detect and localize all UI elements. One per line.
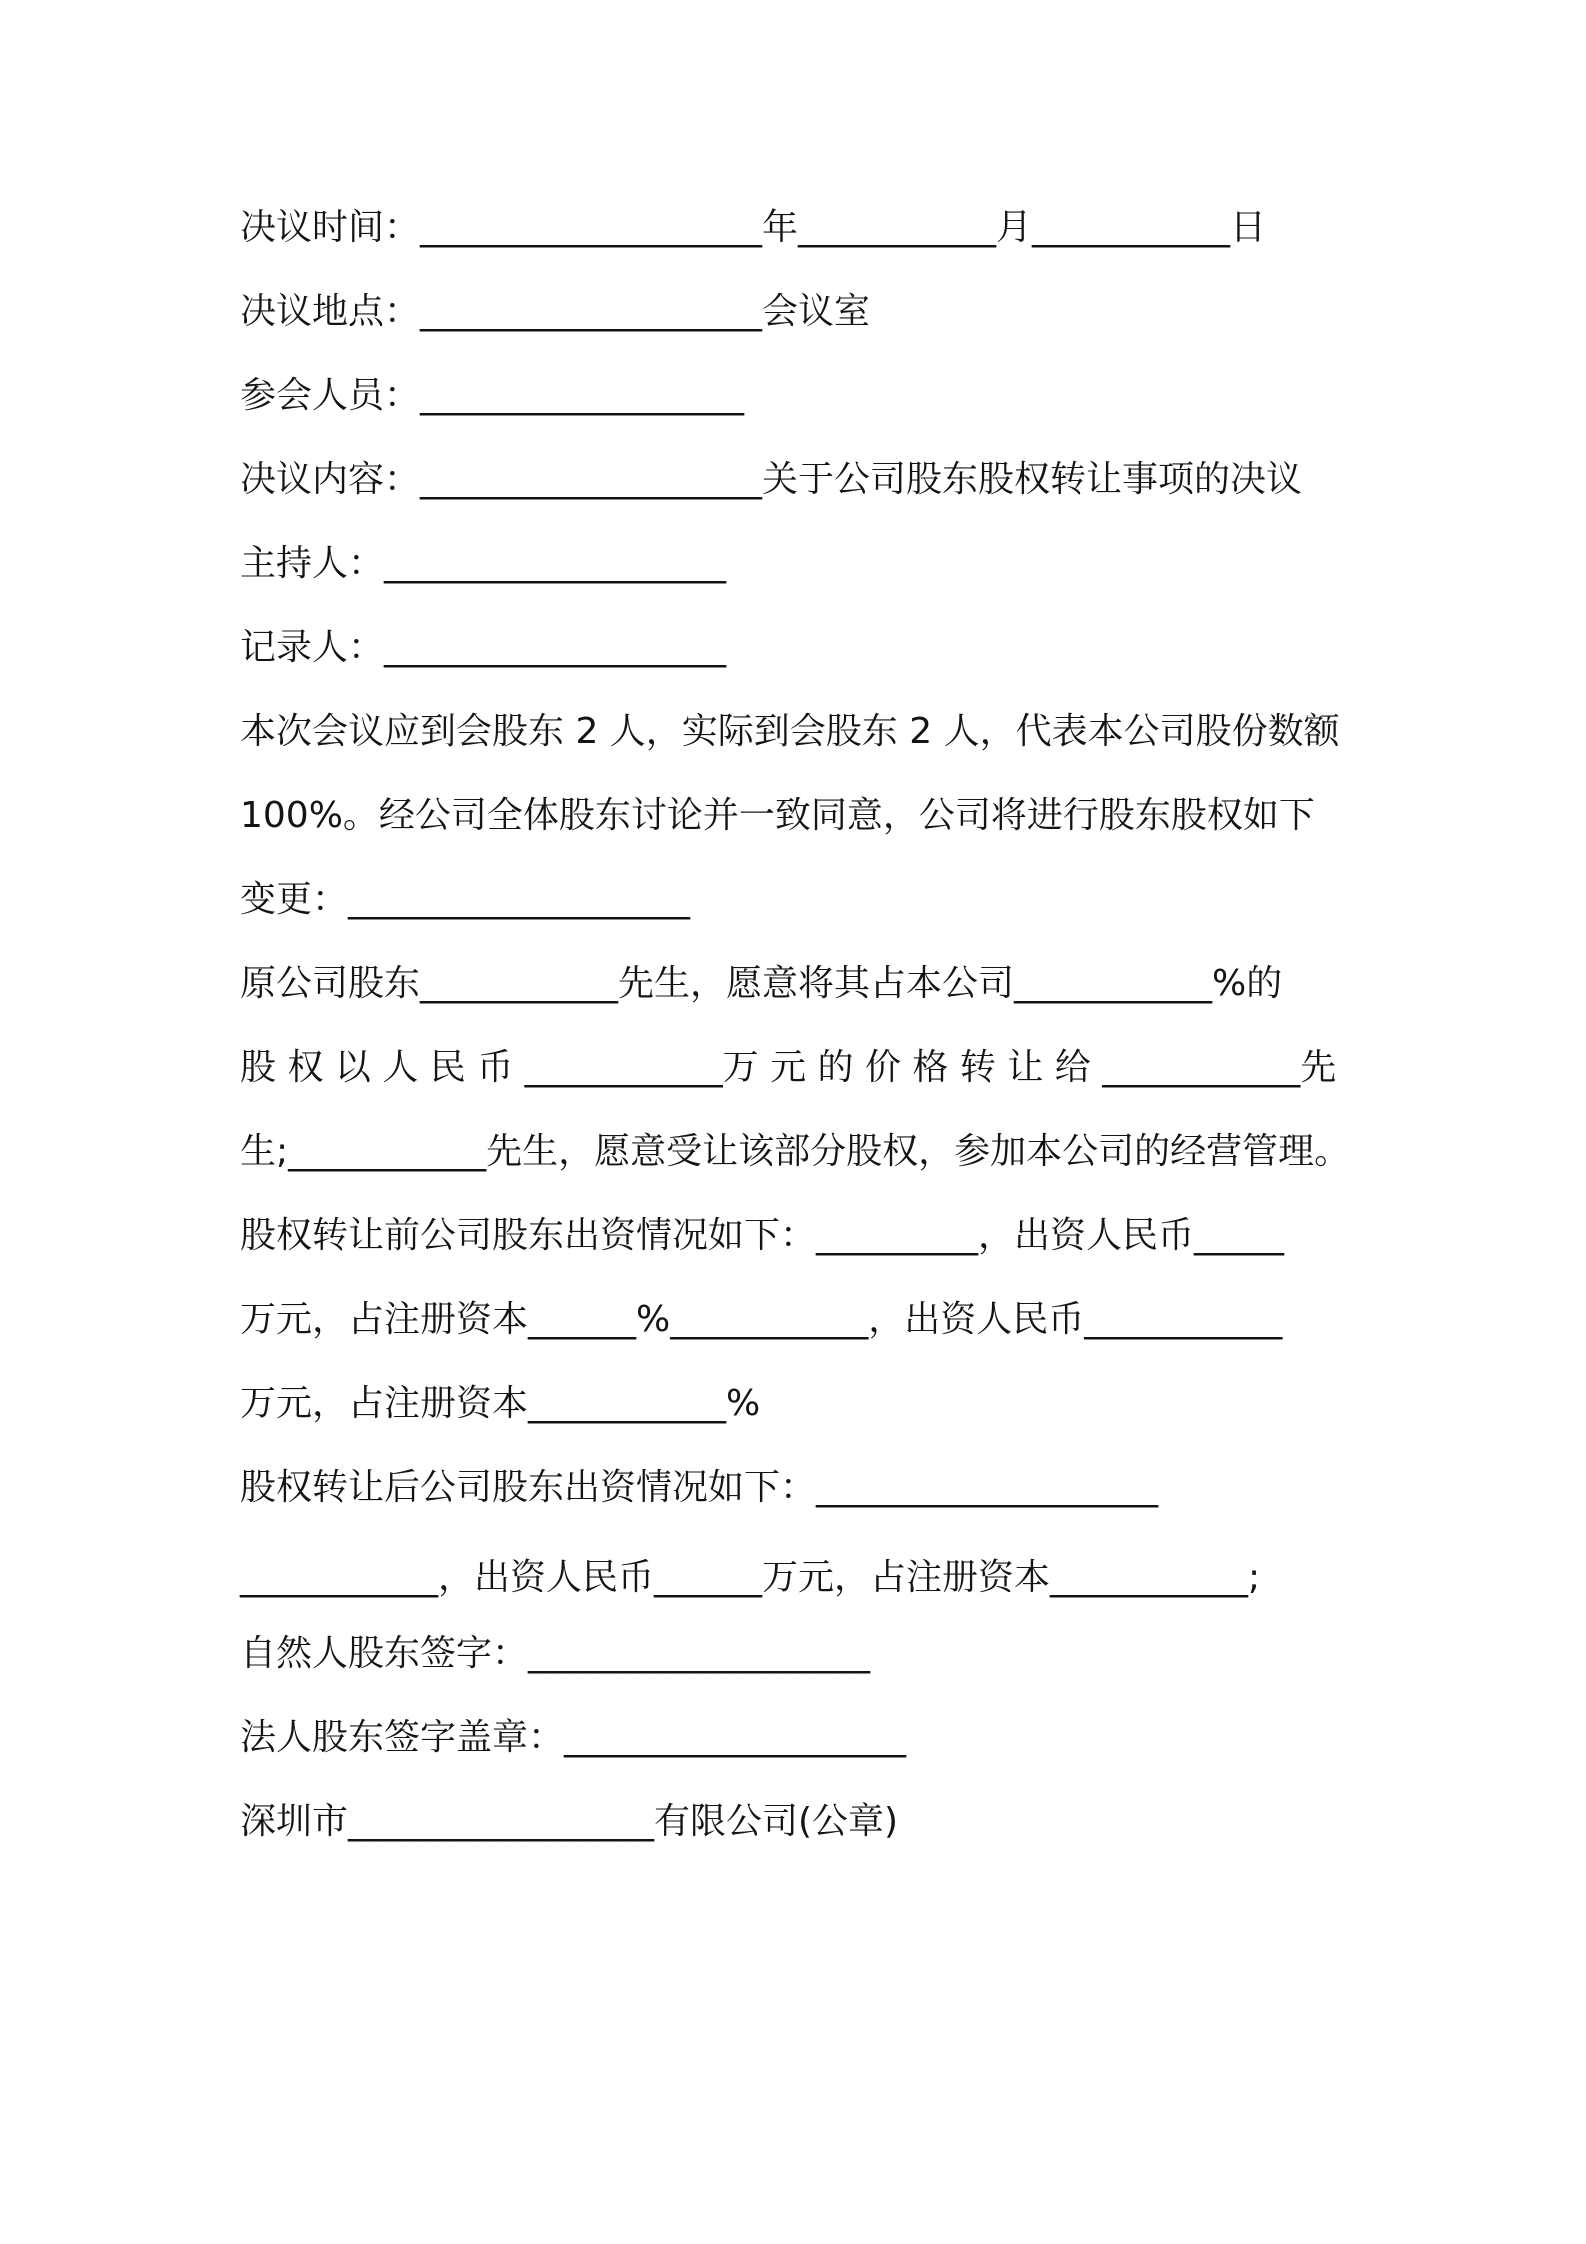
legal-person-signature-line: 法人股东签字盖章：___________________ [240,1717,907,1758]
paragraph-line: 万元，占注册资本___________% [240,1383,761,1424]
natural-person-signature-line: 自然人股东签字：___________________ [240,1633,871,1674]
paragraph-line: 本次会议应到会股东 2 人，实际到会股东 2 人，代表本公司股份数额 [240,711,1340,752]
resolution-content-line: 决议内容：___________________关于公司股东股权转让事项的决议 [240,459,1303,500]
paragraph-line: 100%。经公司全体股东讨论并一致同意，公司将进行股东股权如下 [240,795,1315,836]
paragraph-line: 股 权 以 人 民 币 ___________万 元 的 价 格 转 让 给 ___________先 [240,1047,1337,1088]
paragraph-line: 股权转让前公司股东出资情况如下：_________，出资人民币_____ [240,1215,1285,1256]
paragraph-line: ___________，出资人民币______万元，占注册资本___________; [240,1557,1261,1598]
paragraph-line: 变更：___________________ [240,879,691,920]
paragraph-line: 原公司股东___________先生，愿意将其占本公司___________%的 [240,963,1283,1004]
resolution-time-line: 决议时间：___________________年___________月___________日 [240,207,1267,248]
recorder-line: 记录人：___________________ [240,627,727,668]
resolution-location-line: 决议地点：___________________会议室 [240,291,871,332]
paragraph-line: 万元，占注册资本______%___________，出资人民币___________ [240,1299,1283,1340]
paragraph-line: 生;___________先生，愿意受让该部分股权，参加本公司的经营管理。 [240,1131,1351,1172]
attendees-line: 参会人员：__________________ [240,375,745,416]
paragraph-line: 股权转让后公司股东出资情况如下：___________________ [240,1467,1159,1508]
company-seal-line: 深圳市_________________有限公司(公章) [240,1801,899,1842]
host-line: 主持人：___________________ [240,543,727,584]
